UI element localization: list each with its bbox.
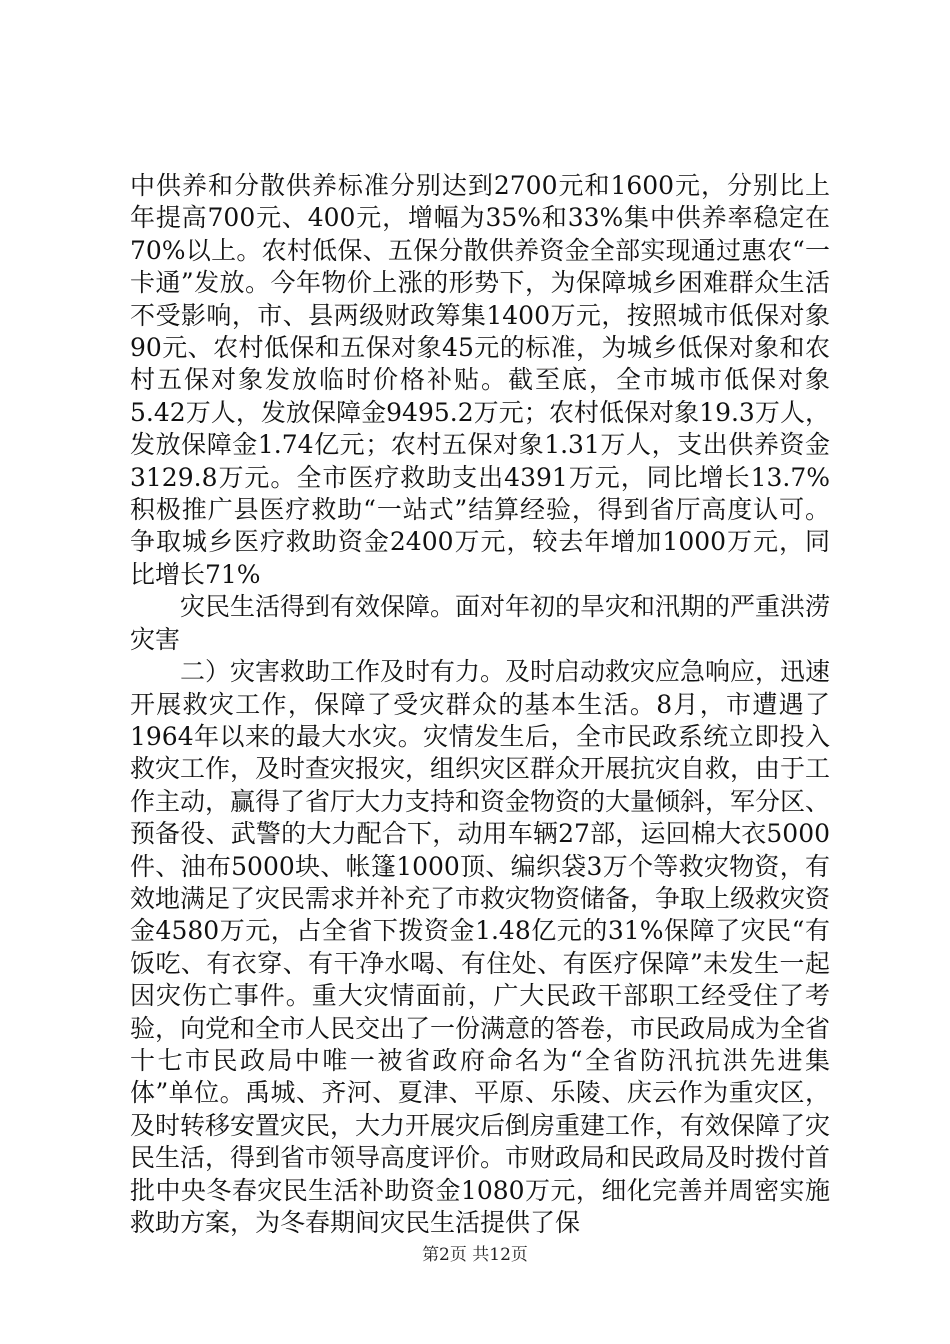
- page-number-footer: 第2页 共12页: [422, 1245, 528, 1265]
- paragraph-relief-standards: 中供养和分散供养标准分别达到2700元和1600元，分别比上年提高700元、400元，增幅为35%和33%集中供养率稳定在70%以上。农村低保、五保分散供养资金全部实现通过惠农“一卡通”发放。今年物价上涨的形势下，为保障城乡困难群众生活不受影响，市、县两级财政筹集1400万元，按照城市低保对象90元、农村低保和五保对象45元的标准，为城乡低保对象和农村五保对象发放临时价格补贴。截至底，全市城市低保对象5.42万人，发放保障金9495.2万元；农村低保对象19.3万人，发放保障金1.74亿元；农村五保对象1.31万人，支出供养资金3129.8万元。全市医疗救助支出4391万元，同比增长13.7%积极推广县医疗救助“一站式”结算经验，得到省厅高度认可。争取城乡医疗救助资金2400万元，较去年增加1000万元，同比增长71%: [130, 171, 830, 589]
- document-body: [130, 170, 830, 1239]
- paragraph-disaster-relief: 二）灾害救助工作及时有力。及时启动救灾应急响应，迅速开展救灾工作，保障了受灾群众的基本生活。8月，市遭遇了1964年以来的最大水灾。灾情发生后，全市民政系统立即投入救灾工作，及时查灾报灾，组织灾区群众开展抗灾自救，由于工作主动，赢得了省厅大力支持和资金物资的大量倾斜，军分区、预备役、武警的大力配合下，动用车辆27部，运回棉大衣5000件、油布5000块、帐篷1000顶、编织袋3万个等救灾物资，有效地满足了灾民需求并补充了市救灾物资储备，争取上级救灾资金4580万元，占全省下拨资金1.48亿元的31%保障了灾民“有饭吃、有衣穿、有干净水喝、有住处、有医疗保障”未发生一起因灾伤亡事件。重大灾情面前，广大民政干部职工经受住了考验，向党和全市人民交出了一份满意的答卷，市民政局成为全省十七市民政局中唯一被省政府命名为“全省防汛抗洪先进集体”单位。禹城、齐河、夏津、平原、乐陵、庆云作为重灾区，及时转移安置灾民，大力开展灾后倒房重建工作，有效保障了灾民生活，得到省市领导高度评价。市财政局和民政局及时拨付首批中央冬春灾民生活补助资金1080万元，细化完善并周密实施救助方案，为冬春期间灾民生活提供了保: [130, 657, 831, 1237]
- paragraph-disaster-victims: 灾民生活得到有效保障。面对年初的旱灾和汛期的严重洪涝灾害: [130, 592, 831, 654]
